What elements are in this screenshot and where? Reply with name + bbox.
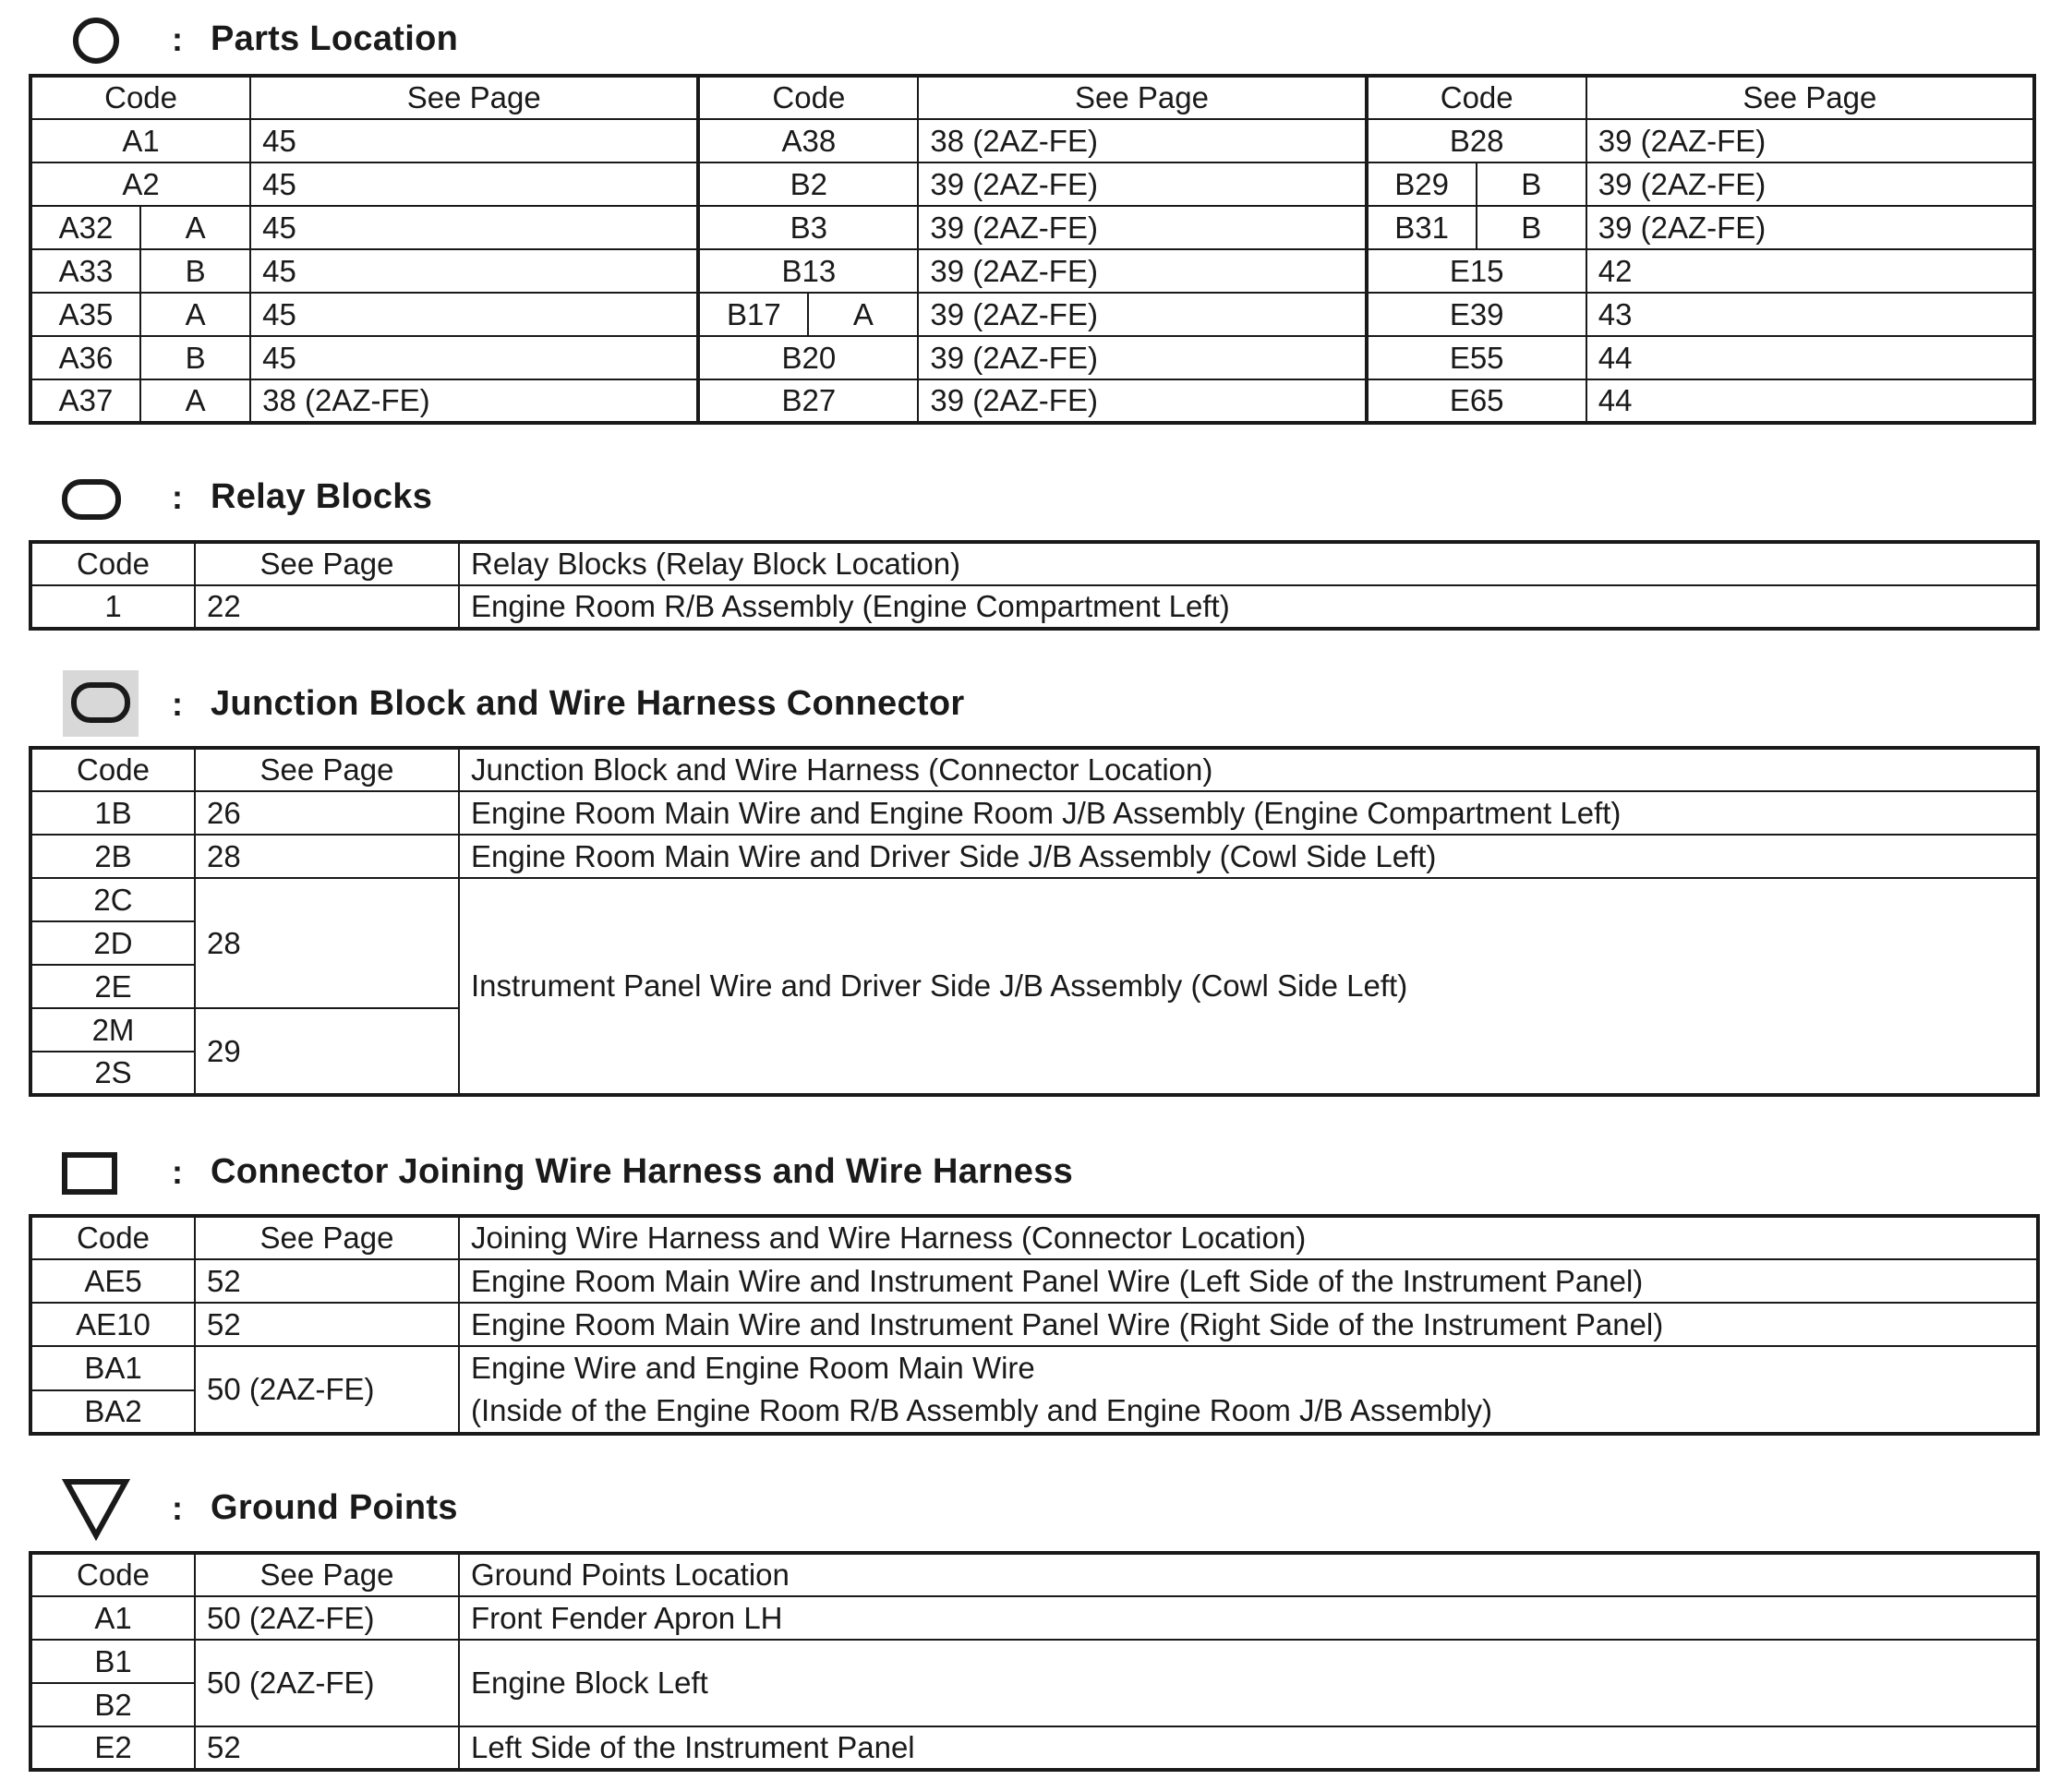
header-description: Ground Points Location xyxy=(459,1553,2038,1596)
header-code: Code xyxy=(30,542,195,585)
description-cell: Engine Room Main Wire and Engine Room J/B Assembly (Engine Compartment Left) xyxy=(459,791,2038,835)
table-row xyxy=(30,1596,2038,1640)
page-cell: 45 xyxy=(250,206,698,249)
table-row xyxy=(30,119,2034,162)
rounded-rectangle-icon xyxy=(59,462,151,535)
connector-joining-heading xyxy=(0,1137,2062,1210)
code-cell: B20 xyxy=(698,336,918,379)
colon: : xyxy=(172,685,183,723)
section-title: Connector Joining Wire Harness and Wire Harness xyxy=(211,1152,1074,1191)
header-see-page: See Page xyxy=(250,76,698,119)
page-cell: 22 xyxy=(195,585,459,629)
description-cell: Engine Room Main Wire and Instrument Panel Wire (Right Side of the Instrument Panel) xyxy=(459,1303,2038,1346)
page-cell: 39 (2AZ-FE) xyxy=(918,336,1366,379)
header-see-page: See Page xyxy=(195,542,459,585)
page-cell: 38 (2AZ-FE) xyxy=(918,119,1366,162)
header-see-page: See Page xyxy=(195,1216,459,1259)
code-cell: AE10 xyxy=(30,1303,195,1346)
page-cell: 39 (2AZ-FE) xyxy=(918,206,1366,249)
circle-icon xyxy=(59,4,151,78)
table-row xyxy=(30,249,2034,293)
page-cell: 26 xyxy=(195,791,459,835)
code-cell: 2S xyxy=(30,1052,195,1095)
code-cell: AE5 xyxy=(30,1259,195,1303)
table-row xyxy=(30,585,2038,629)
relay-blocks-table xyxy=(29,540,2040,631)
code-cell: B2 xyxy=(698,162,918,206)
page-cell: 29 xyxy=(195,1008,459,1095)
code-cell: 1 xyxy=(30,585,195,629)
header-code: Code xyxy=(30,748,195,791)
code-cell: A38 xyxy=(698,119,918,162)
sub-code-cell: A xyxy=(140,206,250,249)
table-row xyxy=(30,336,2034,379)
code-cell: E2 xyxy=(30,1726,195,1770)
page-cell: 52 xyxy=(195,1726,459,1770)
code-cell: A33 xyxy=(30,249,140,293)
header-code: Code xyxy=(30,1553,195,1596)
table-row xyxy=(30,1259,2038,1303)
code-cell: B29 xyxy=(1367,162,1477,206)
code-cell: E39 xyxy=(1367,293,1586,336)
section-title: Parts Location xyxy=(211,19,459,58)
description-cell xyxy=(459,1346,2038,1434)
page-cell: 28 xyxy=(195,878,459,1008)
page-cell: 39 (2AZ-FE) xyxy=(918,249,1366,293)
table-row xyxy=(30,835,2038,878)
header-see-page: See Page xyxy=(1586,76,2034,119)
code-cell: E55 xyxy=(1367,336,1586,379)
description-cell: Instrument Panel Wire and Driver Side J/B Assembly (Cowl Side Left) xyxy=(459,878,2038,1095)
table-row xyxy=(30,878,2038,921)
page-cell: 50 (2AZ-FE) xyxy=(195,1640,459,1726)
code-cell: BA2 xyxy=(30,1390,195,1435)
table-row xyxy=(30,1640,2038,1683)
description-cell: Engine Room R/B Assembly (Engine Compartment Left) xyxy=(459,585,2038,629)
description-line-1: Engine Wire and Engine Room Main Wire xyxy=(471,1351,1035,1385)
code-cell: 2D xyxy=(30,921,195,965)
code-cell: 2B xyxy=(30,835,195,878)
header-description: Relay Blocks (Relay Block Location) xyxy=(459,542,2038,585)
rectangle-icon xyxy=(59,1137,151,1210)
code-cell: A32 xyxy=(30,206,140,249)
parts-location-heading xyxy=(0,4,2062,78)
section-title: Junction Block and Wire Harness Connector xyxy=(211,684,965,723)
code-cell: A37 xyxy=(30,379,140,423)
header-code: Code xyxy=(30,76,250,119)
description-line-2: (Inside of the Engine Room R/B Assembly and Engine Room J/B Assembly) xyxy=(471,1393,1493,1427)
page-cell: 43 xyxy=(1586,293,2034,336)
table-header-row xyxy=(30,748,2038,791)
sub-code-cell: B xyxy=(1477,206,1586,249)
table-row xyxy=(30,379,2034,423)
code-cell: B13 xyxy=(698,249,918,293)
code-cell: B1 xyxy=(30,1640,195,1683)
description-cell: Engine Room Main Wire and Driver Side J/B Assembly (Cowl Side Left) xyxy=(459,835,2038,878)
page-cell: 44 xyxy=(1586,336,2034,379)
page-cell: 50 (2AZ-FE) xyxy=(195,1346,459,1434)
colon: : xyxy=(172,1489,183,1527)
ground-points-table xyxy=(29,1551,2040,1772)
page-cell: 52 xyxy=(195,1303,459,1346)
header-see-page: See Page xyxy=(195,748,459,791)
page-cell: 45 xyxy=(250,162,698,206)
code-cell: B27 xyxy=(698,379,918,423)
code-cell: B2 xyxy=(30,1683,195,1726)
page-cell: 39 (2AZ-FE) xyxy=(918,379,1366,423)
page-cell: 45 xyxy=(250,119,698,162)
code-cell: B3 xyxy=(698,206,918,249)
header-see-page: See Page xyxy=(918,76,1366,119)
table-row xyxy=(30,206,2034,249)
table-row xyxy=(30,791,2038,835)
page-cell: 52 xyxy=(195,1259,459,1303)
sub-code-cell: A xyxy=(140,293,250,336)
section-title: Relay Blocks xyxy=(211,477,433,516)
sub-code-cell: B xyxy=(140,336,250,379)
page-cell: 28 xyxy=(195,835,459,878)
relay-blocks-heading xyxy=(0,462,2062,535)
table-header-row xyxy=(30,542,2038,585)
table-row xyxy=(30,1303,2038,1346)
code-cell: A1 xyxy=(30,1596,195,1640)
colon: : xyxy=(172,20,183,58)
page-cell: 45 xyxy=(250,336,698,379)
code-cell: B31 xyxy=(1367,206,1477,249)
page-cell: 39 (2AZ-FE) xyxy=(918,293,1366,336)
header-code: Code xyxy=(30,1216,195,1259)
code-cell: A35 xyxy=(30,293,140,336)
sub-code-cell: B xyxy=(1477,162,1586,206)
table-row xyxy=(30,162,2034,206)
table-row xyxy=(30,293,2034,336)
page-cell: 44 xyxy=(1586,379,2034,423)
page-cell: 45 xyxy=(250,293,698,336)
table-header-row xyxy=(30,1553,2038,1596)
header-see-page: See Page xyxy=(195,1553,459,1596)
code-cell: 2M xyxy=(30,1008,195,1052)
sub-code-cell: B xyxy=(140,249,250,293)
page-cell: 50 (2AZ-FE) xyxy=(195,1596,459,1640)
connector-joining-table xyxy=(29,1214,2040,1436)
shaded-rounded-rectangle-icon xyxy=(59,668,151,742)
table-header-row xyxy=(30,76,2034,119)
junction-block-heading xyxy=(0,668,2062,742)
code-cell: A2 xyxy=(30,162,250,206)
triangle-down-icon xyxy=(59,1473,151,1546)
page-cell: 38 (2AZ-FE) xyxy=(250,379,698,423)
parts-location-table xyxy=(29,74,2036,425)
code-cell: 2C xyxy=(30,878,195,921)
header-code: Code xyxy=(698,76,918,119)
table-header-row xyxy=(30,1216,2038,1259)
page-cell: 39 (2AZ-FE) xyxy=(1586,206,2034,249)
code-cell: 2E xyxy=(30,965,195,1008)
header-description: Junction Block and Wire Harness (Connector Location) xyxy=(459,748,2038,791)
page-cell: 39 (2AZ-FE) xyxy=(1586,162,2034,206)
code-cell: B17 xyxy=(698,293,808,336)
colon: : xyxy=(172,1153,183,1191)
page-cell: 39 (2AZ-FE) xyxy=(1586,119,2034,162)
code-cell: BA1 xyxy=(30,1346,195,1390)
page-cell: 42 xyxy=(1586,249,2034,293)
sub-code-cell: A xyxy=(140,379,250,423)
colon: : xyxy=(172,478,183,516)
code-cell: B28 xyxy=(1367,119,1586,162)
description-cell: Engine Block Left xyxy=(459,1640,2038,1726)
junction-block-table xyxy=(29,746,2040,1097)
header-code: Code xyxy=(1367,76,1586,119)
description-cell: Front Fender Apron LH xyxy=(459,1596,2038,1640)
code-cell: 1B xyxy=(30,791,195,835)
description-cell: Engine Room Main Wire and Instrument Panel Wire (Left Side of the Instrument Panel) xyxy=(459,1259,2038,1303)
description-cell: Left Side of the Instrument Panel xyxy=(459,1726,2038,1770)
page-cell: 39 (2AZ-FE) xyxy=(918,162,1366,206)
code-cell: E65 xyxy=(1367,379,1586,423)
section-title: Ground Points xyxy=(211,1488,458,1527)
page-cell: 45 xyxy=(250,249,698,293)
code-cell: A36 xyxy=(30,336,140,379)
code-cell: A1 xyxy=(30,119,250,162)
table-row xyxy=(30,1726,2038,1770)
ground-points-heading xyxy=(0,1473,2062,1546)
table-row xyxy=(30,1346,2038,1390)
sub-code-cell: A xyxy=(808,293,918,336)
code-cell: E15 xyxy=(1367,249,1586,293)
header-description: Joining Wire Harness and Wire Harness (Connector Location) xyxy=(459,1216,2038,1259)
